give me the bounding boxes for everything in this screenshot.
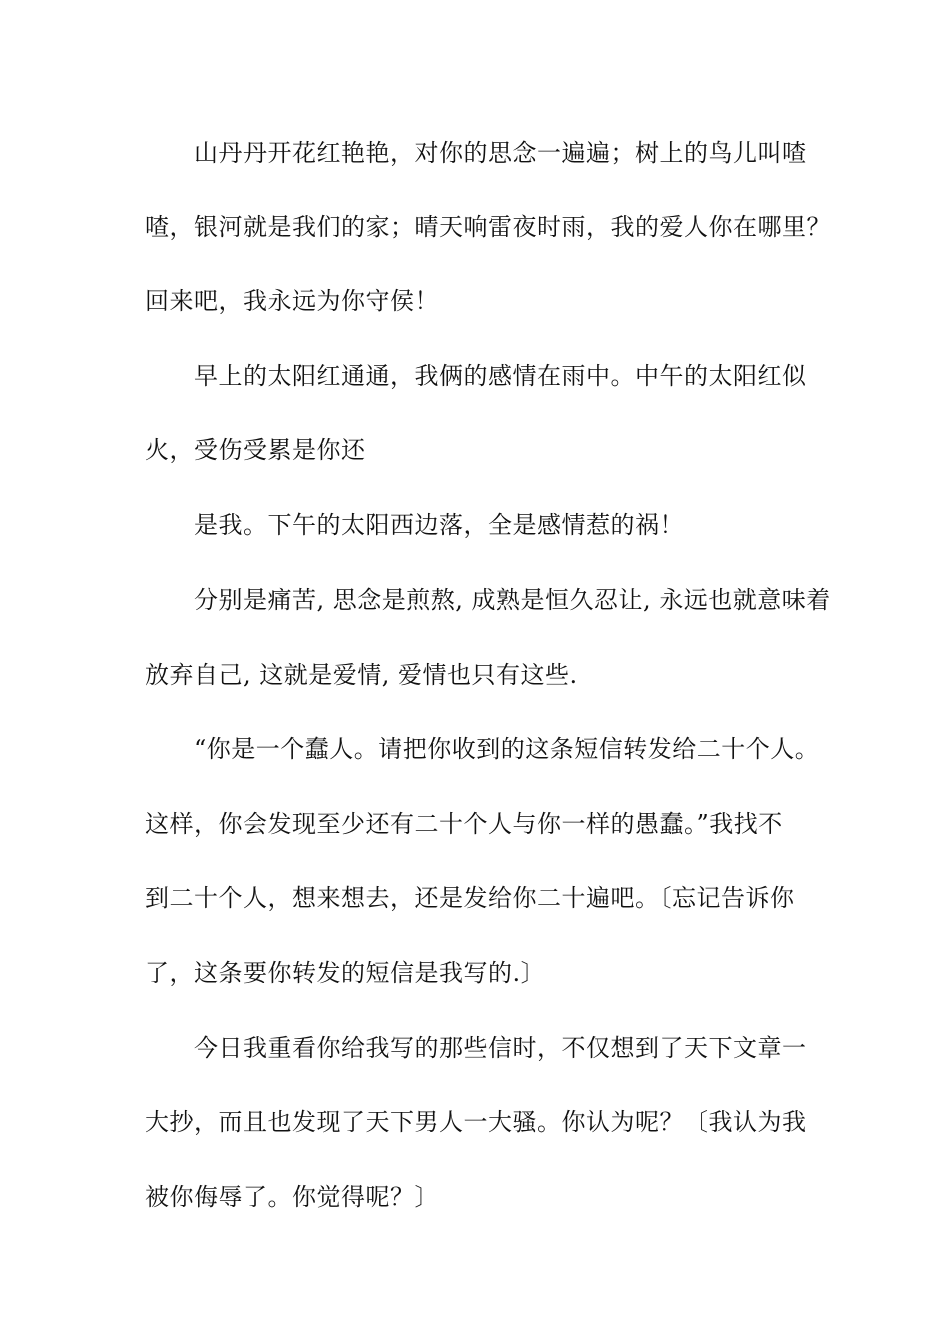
- text-line-15: 被你侮辱了。你觉得呢？〕: [145, 1183, 439, 1211]
- text-line-11: 到二十个人，想来想去，还是发给你二十遍吧。〔忘记告诉你: [145, 884, 795, 912]
- text-line-5: 火，受伤受累是你还: [145, 436, 366, 464]
- text-line-2: 喳，银河就是我们的家；晴天响雷夜时雨，我的爱人你在哪里？: [145, 213, 831, 241]
- text-line-9: “你是一个蠢人。请把你收到的这条短信转发给二十个人。: [194, 735, 820, 763]
- text-line-14: 大抄，而且也发现了天下男人一大骚。你认为呢？〔我认为我: [145, 1108, 807, 1136]
- text-line-4: 早上的太阳红通通，我俩的感情在雨中。中午的太阳红似: [194, 362, 807, 390]
- text-line-3: 回来吧，我永远为你守侯！: [145, 287, 439, 315]
- text-line-12: 了，这条要你转发的短信是我写的.〕: [145, 959, 546, 987]
- text-line-7: 分别是痛苦, 思念是煎熬, 成熟是恒久忍让, 永远也就意味着: [194, 586, 831, 614]
- text-line-10: 这样，你会发现至少还有二十个人与你一样的愚蠢。”我找不: [145, 810, 783, 838]
- text-line-1: 山丹丹开花红艳艳，对你的思念一遍遍；树上的鸟儿叫喳: [194, 139, 807, 167]
- text-line-6: 是我。下午的太阳西边落，全是感情惹的祸！: [194, 511, 684, 539]
- text-line-8: 放弃自己, 这就是爱情, 爱情也只有这些.: [145, 661, 578, 689]
- text-line-13: 今日我重看你给我写的那些信时，不仅想到了天下文章一: [194, 1034, 807, 1062]
